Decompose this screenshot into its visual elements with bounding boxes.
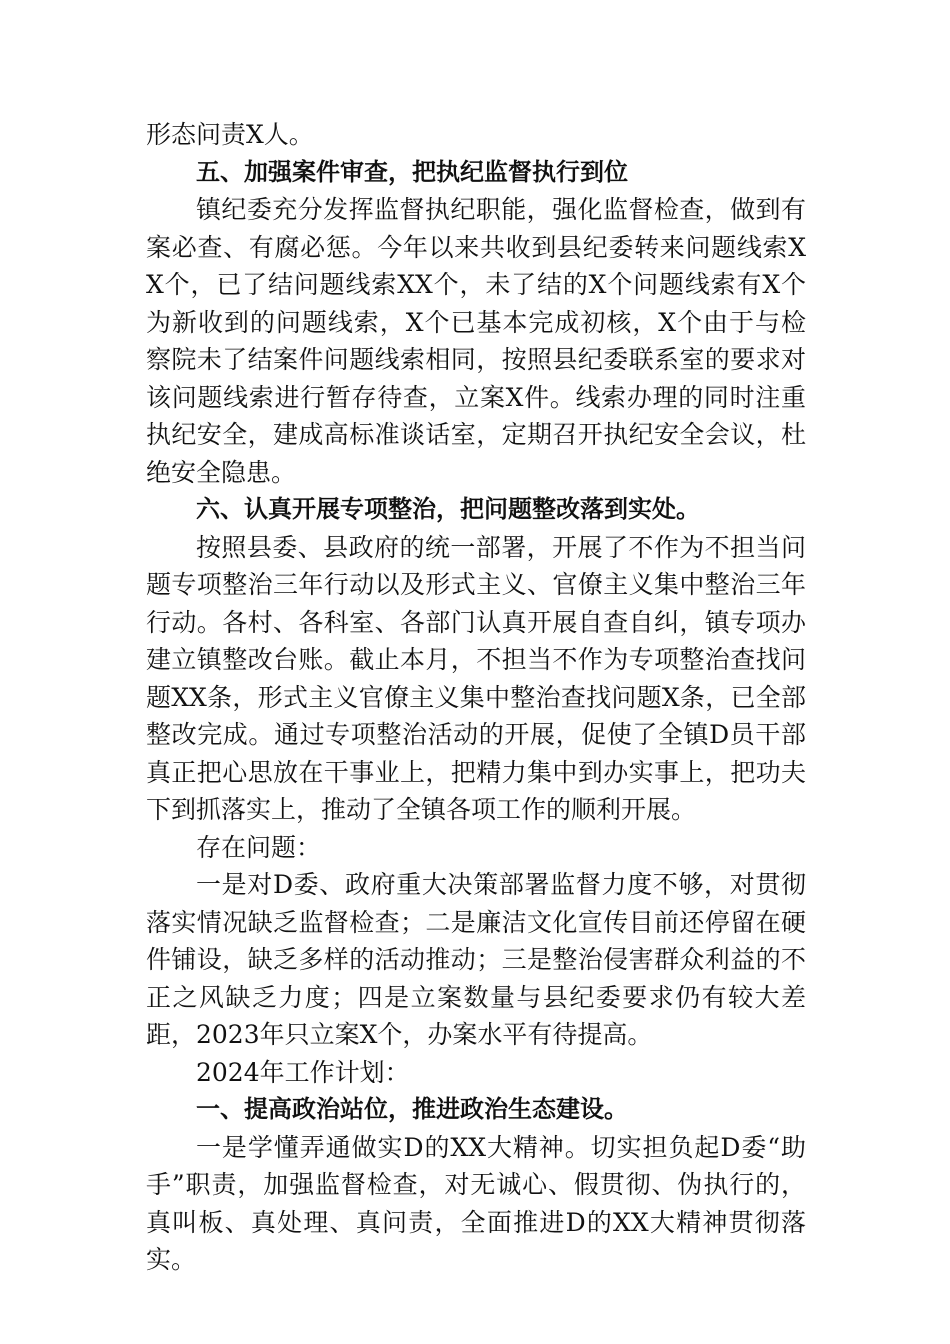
document-body: [146, 116, 806, 1279]
paragraph-special-rectification: 按照县委、县政府的统一部署，开展了不作为不担当问题专项整治三年行动以及形式主义、官僚主义集中整治三年行动。各村、各科室、各部门认真开展自查自纠，镇专项办建立镇整改台账。截止本月，不担当不作为专项整治查找问题XX条，形式主义官僚主义集中整治查找问题X条，已全部整改完成。通过专项整治活动的开展，促使了全镇D员干部真正把心思放在干事业上，把精力集中到办实事上，把功夫下到抓落实上，推动了全镇各项工作的顺利开展。: [146, 532, 806, 824]
paragraph-case-review: 镇纪委充分发挥监督执纪职能，强化监督检查，做到有案必查、有腐必惩。今年以来共收到县纪委转来问题线索XX个，已了结问题线索XX个，未了结的X个问题线索有X个为新收到的问题线索，X个已基本完成初核，X个由于与检察院未了结案件问题线索相同，按照县纪委联系室的要求对该问题线索进行暂存待查，立案X件。线索办理的同时注重执纪安全，建成高标准谈话室，定期召开执纪安全会议，杜绝安全隐患。: [146, 195, 806, 487]
paragraph-continuation: 形态问责X人。: [146, 120, 314, 149]
plan-heading-1: 一、提高政治站位，推进政治生态建设。: [196, 1095, 628, 1123]
paragraph-plan-item-1: 一是学懂弄通做实D的XX大精神。切实担负起D委“助手”职责，加强监督检查，对无诚心、假贯彻、伪执行的，真叫板、真处理、真问责，全面推进D的XX大精神贯彻落实。: [146, 1132, 806, 1274]
paragraph-problems-list: 一是对D委、政府重大决策部署监督力度不够，对贯彻落实情况缺乏监督检查；二是廉洁文化宣传目前还停留在硬件铺设，缺乏多样的活动推动；三是整治侵害群众利益的不正之风缺乏力度；四是立案数量与县纪委要求仍有较大差距，2023年只立案X个，办案水平有待提高。: [146, 870, 806, 1049]
section-heading-6: 六、认真开展专项整治，把问题整改落到实处。: [196, 495, 700, 523]
paragraph-problems-label: 存在问题：: [196, 832, 322, 862]
section-heading-5: 五、加强案件审查，把执纪监督执行到位: [196, 157, 628, 186]
paragraph-plan-label: 2024年工作计划：: [196, 1057, 410, 1087]
